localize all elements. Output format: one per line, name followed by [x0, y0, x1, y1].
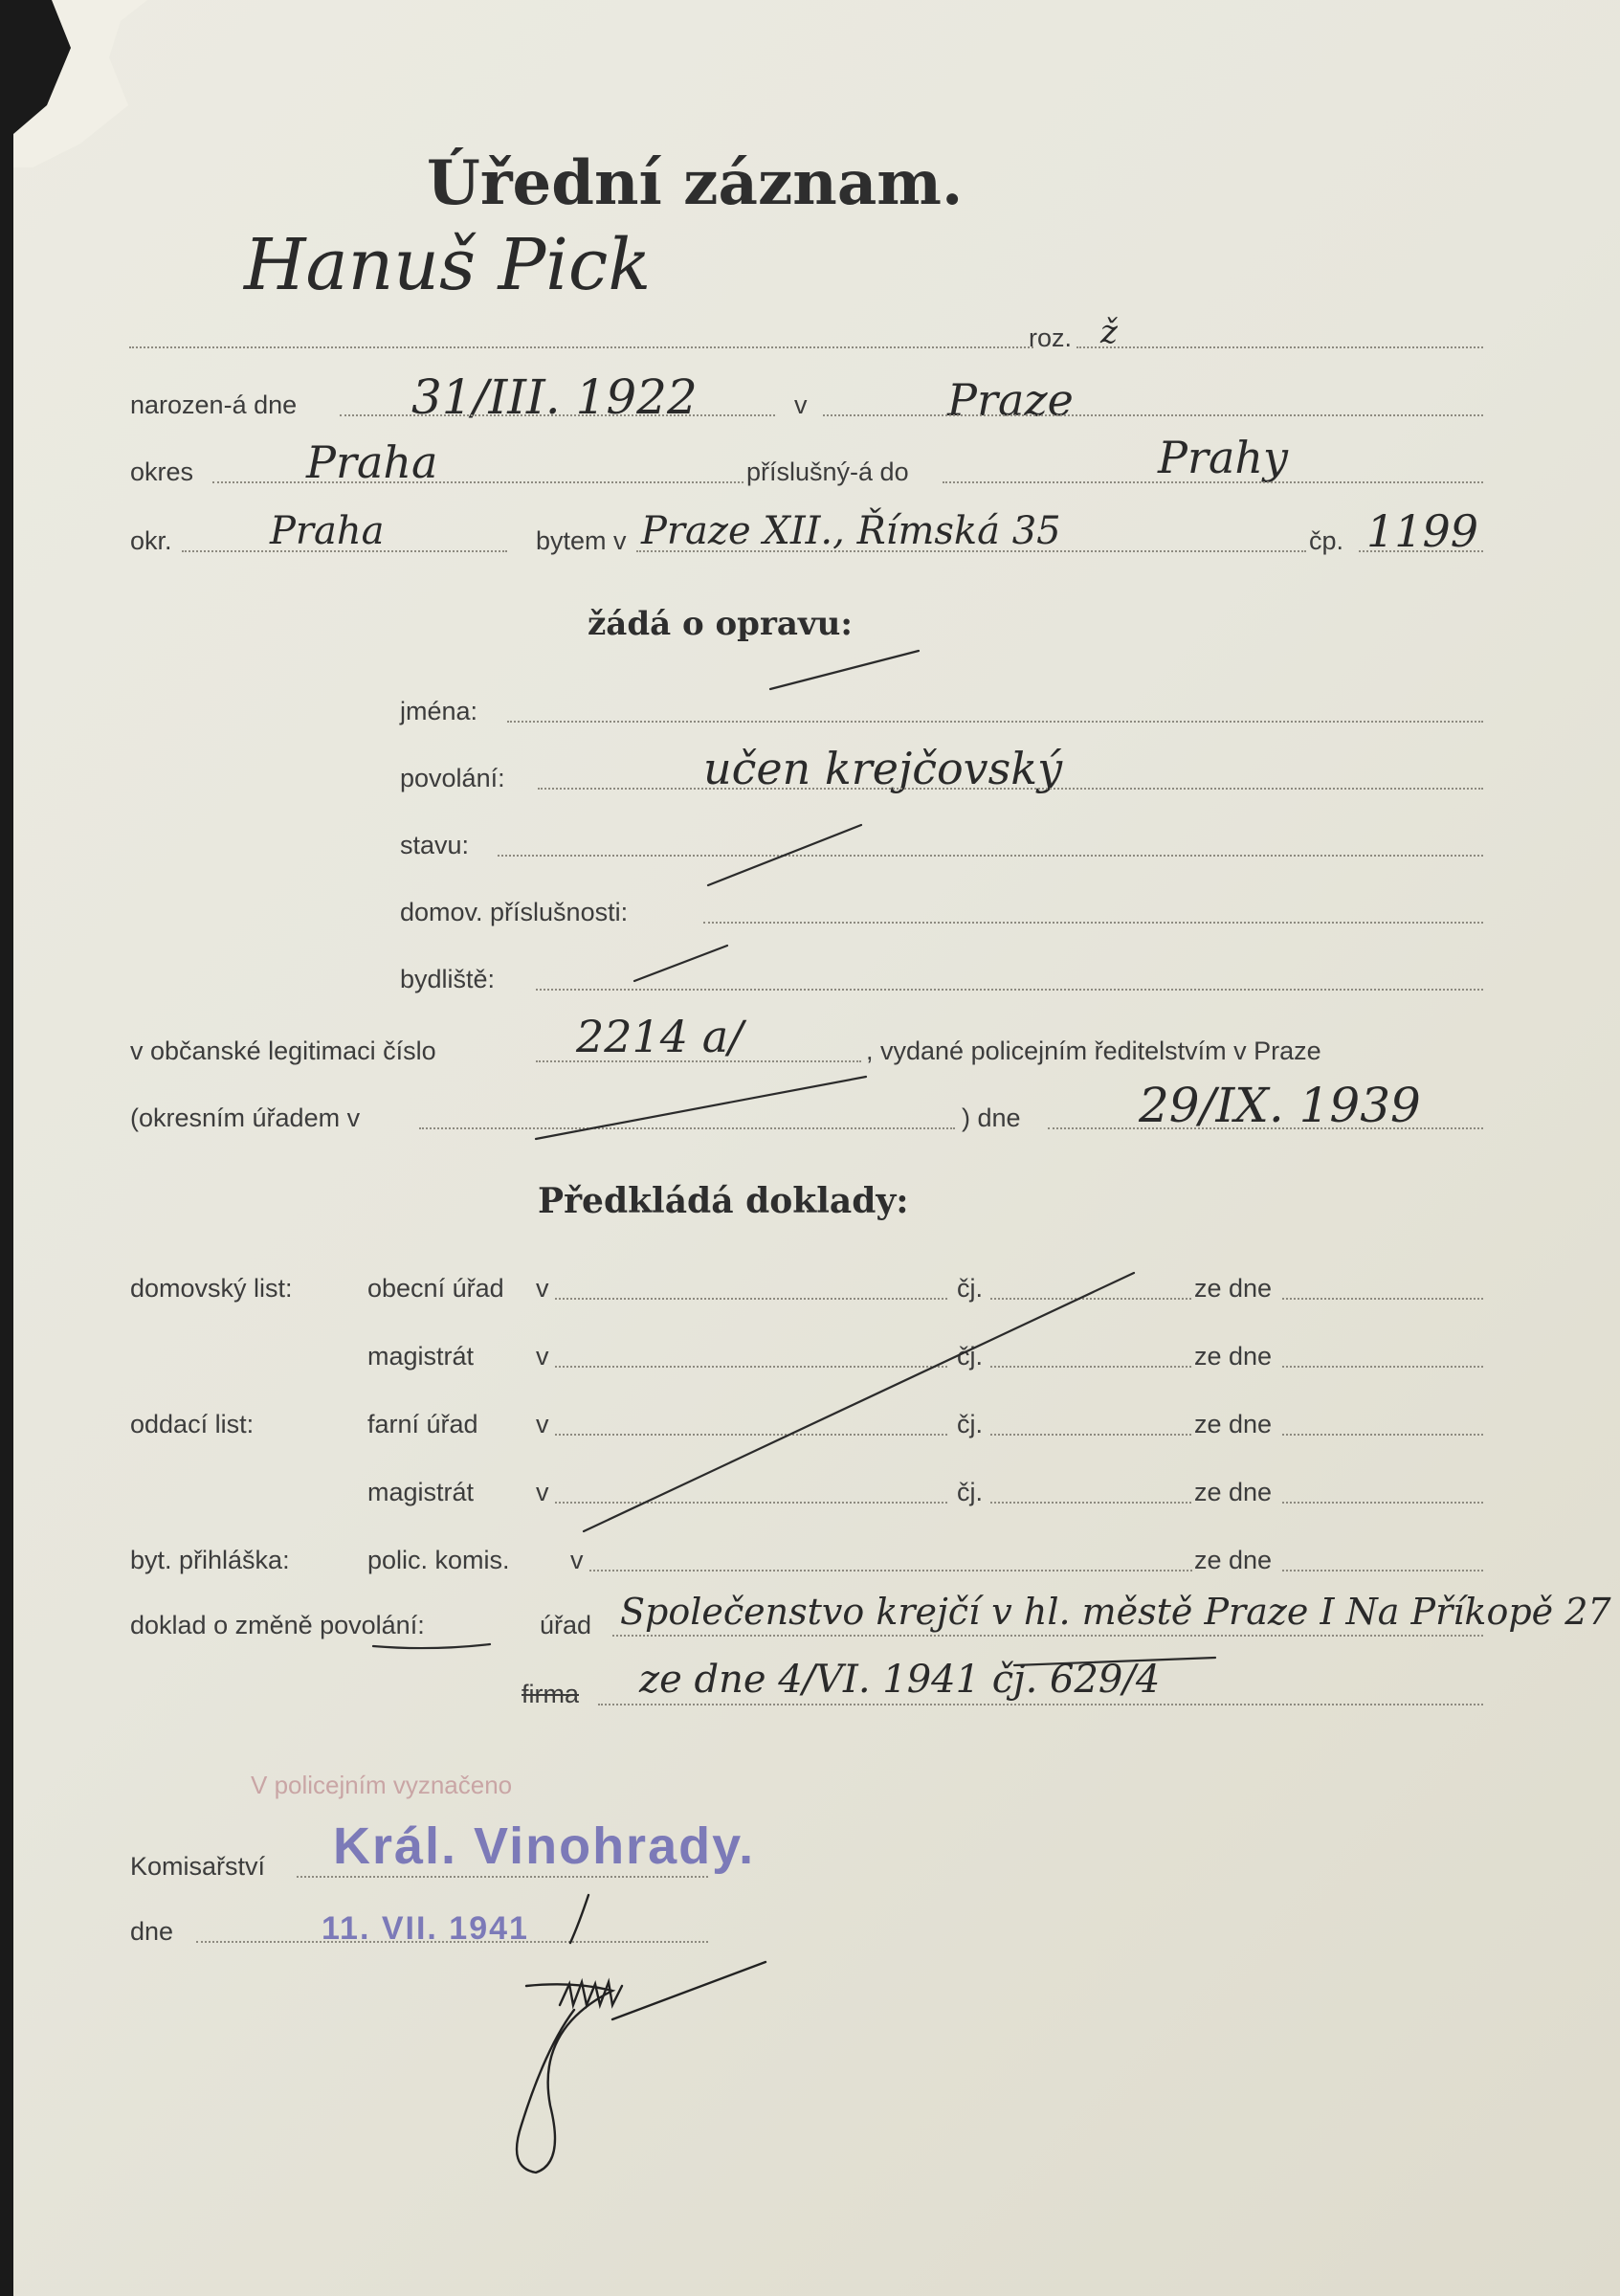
komisarstvi-stamp: Král. Vinohrady.: [333, 1817, 756, 1875]
firma-label: firma: [522, 1680, 579, 1708]
dne-footer-label: dne: [130, 1917, 174, 1946]
v-label-1: v: [536, 1274, 549, 1303]
handwritten-birth-date: 31/III. 1922: [411, 369, 698, 425]
ze-dne-label-5: ze dne: [1194, 1546, 1273, 1574]
cj-label-2: čj.: [957, 1342, 983, 1371]
doklad-o-zmene-label: doklad o změně povolání:: [130, 1611, 425, 1639]
handwritten-okres: Praha: [306, 436, 438, 488]
v-label-5: v: [570, 1546, 584, 1574]
cj-label-3: čj.: [957, 1410, 983, 1438]
byt-prihlaska-label: byt. přihláška:: [130, 1546, 290, 1574]
handwritten-name: Hanuš Pick: [244, 224, 652, 306]
cj-label-4: čj.: [957, 1478, 983, 1506]
handwritten-birth-place: Praze: [947, 374, 1074, 426]
ze-dne-label-1: ze dne: [1194, 1274, 1273, 1303]
cp-label: čp.: [1309, 526, 1344, 555]
handwritten-bytem: Praze XII., Římská 35: [641, 509, 1061, 553]
magistrat-label-1: magistrát: [367, 1342, 475, 1371]
ze-dne-label-4: ze dne: [1194, 1478, 1273, 1506]
farni-urad-label: farní úřad: [367, 1410, 478, 1438]
signature: [517, 1895, 766, 2173]
obecni-urad-label: obecní úřad: [367, 1274, 504, 1303]
domovsky-list-label: domovský list:: [130, 1274, 293, 1303]
faded-stamp: V policejním vyznačeno: [251, 1771, 513, 1799]
oddaci-list-label: oddací list:: [130, 1410, 255, 1438]
v-label-4: v: [536, 1478, 549, 1506]
section-oprava: žádá o opravu:: [588, 605, 853, 643]
stavu-label: stavu:: [400, 831, 470, 859]
dne-label: ) dne: [962, 1103, 1021, 1132]
roz-label: roz.: [1029, 323, 1073, 352]
handwritten-okr: Praha: [270, 509, 385, 553]
komisarstvi-label: Komisařství: [130, 1852, 266, 1881]
legitimace-label: v občanské legitimaci číslo: [130, 1037, 436, 1065]
cj-label-1: čj.: [957, 1274, 983, 1303]
v-label-2: v: [536, 1342, 549, 1371]
bytem-label: bytem v: [536, 526, 627, 555]
okres-label: okres: [130, 457, 194, 486]
section-doklady: Předkládá doklady:: [538, 1181, 909, 1221]
handwritten-cp: 1199: [1366, 505, 1479, 557]
handwritten-legitimace-date: 29/IX. 1939: [1139, 1078, 1421, 1133]
okresnim-label: (okresním úřadem v: [130, 1103, 361, 1132]
prislusny-label: příslušný-á do: [746, 457, 909, 486]
handwritten-prislusny: Prahy: [1158, 432, 1288, 483]
handwritten-legitimace-cislo: 2214 a/: [576, 1011, 743, 1062]
v-label-3: v: [536, 1410, 549, 1438]
jmena-label: jména:: [400, 697, 478, 725]
handwritten-povolani: učen krejčovský: [703, 743, 1063, 794]
narozen-label: narozen-á dne: [130, 390, 298, 419]
povolani-label: povolání:: [400, 764, 505, 792]
domov-label: domov. příslušnosti:: [400, 898, 629, 926]
handwritten-roz: ž: [1100, 313, 1118, 351]
magistrat-label-2: magistrát: [367, 1478, 475, 1506]
ze-dne-label-2: ze dne: [1194, 1342, 1273, 1371]
v-label: v: [794, 390, 808, 419]
date-stamp: 11. VII. 1941: [322, 1910, 529, 1947]
handwritten-firma: ze dne 4/VI. 1941 čj. 629/4: [639, 1658, 1161, 1702]
page-title: Úřední záznam.: [427, 147, 964, 219]
vydane-label: , vydané policejním ředitelstvím v Praze: [866, 1037, 1321, 1065]
bydliste-label: bydliště:: [400, 965, 496, 993]
handwritten-urad: Společenstvo krejčí v hl. městě Praze I Na Příkopě 27: [620, 1591, 1611, 1633]
polic-komis-label: polic. komis.: [367, 1546, 510, 1574]
okr-label: okr.: [130, 526, 172, 555]
urad-label: úřad: [540, 1611, 592, 1639]
ze-dne-label-3: ze dne: [1194, 1410, 1273, 1438]
